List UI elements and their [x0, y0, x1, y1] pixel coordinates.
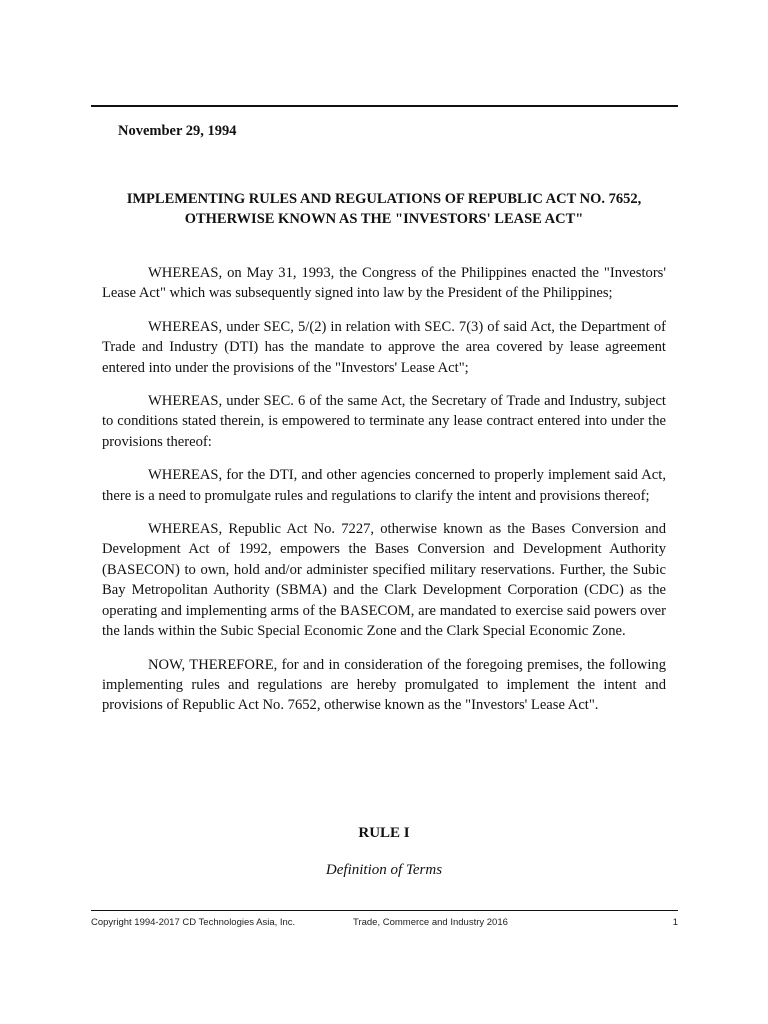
footer-copyright: Copyright 1994-2017 CD Technologies Asia, Inc. — [91, 917, 296, 928]
whereas-paragraph-2: WHEREAS, under SEC, 5/(2) in relation with SEC. 7(3) of said Act, the Department of Trade and Industry (DTI) has the mandate to approve the area covered by lease agreement entered into under the provisions of the "Investors' Lease Act"; — [102, 318, 666, 376]
rule-heading: RULE I — [358, 825, 410, 841]
title-line-1: IMPLEMENTING RULES AND REGULATIONS OF REPUBLIC ACT NO. 7652, — [126, 191, 642, 207]
footer-collection: Trade, Commerce and Industry 2016 — [353, 917, 508, 928]
document-date: November 29, 1994 — [118, 123, 237, 139]
whereas-paragraph-4: WHEREAS, for the DTI, and other agencies concerned to properly implement said Act, there is a need to promulgate rules and regulations to clarify the intent and provisions thereof; — [102, 467, 666, 504]
whereas-paragraph-3: WHEREAS, under SEC. 6 of the same Act, the Secretary of Trade and Industry, subject to conditions stated therein, is empowered to terminate any lease contract entered into under the provisions thereof: — [102, 393, 666, 450]
document-title — [100, 189, 668, 229]
footer-divider — [91, 910, 678, 911]
rule-subheading: Definition of Terms — [325, 862, 443, 878]
whereas-paragraph-1: WHEREAS, on May 31, 1993, the Congress of the Philippines enacted the "Investors' Lease Act" which was subsequently signed into law by the President of the Philippines; — [102, 265, 666, 302]
header-divider — [91, 105, 678, 107]
therefore-paragraph: NOW, THEREFORE, for and in consideration of the foregoing premises, the following implementing rules and regulations are hereby promulgated to implement the intent and provisions of Republic Act No. 7652, otherwise known as the "Investors' Lease Act". — [102, 656, 666, 714]
document-body — [102, 263, 666, 729]
page-footer — [91, 917, 678, 931]
footer-page-number: 1 — [672, 917, 678, 928]
whereas-paragraph-5: WHEREAS, Republic Act No. 7227, otherwise known as the Bases Conversion and Development Act of 1992, empowers the Bases Conversion and Development Authority (BASECON) to own, hold and/or administer specified military reservations. Further, the Subic Bay Metropolitan Authority (SBMA) and the Clark Development Corporation (CDC) as the operating and implementing arms of the BASECOM, are mandated to exercise said powers over the lands within the Subic Special Economic Zone and the Clark Special Economic Zone. — [102, 521, 666, 640]
title-line-2: OTHERWISE KNOWN AS THE "INVESTORS' LEASE ACT" — [184, 211, 584, 227]
